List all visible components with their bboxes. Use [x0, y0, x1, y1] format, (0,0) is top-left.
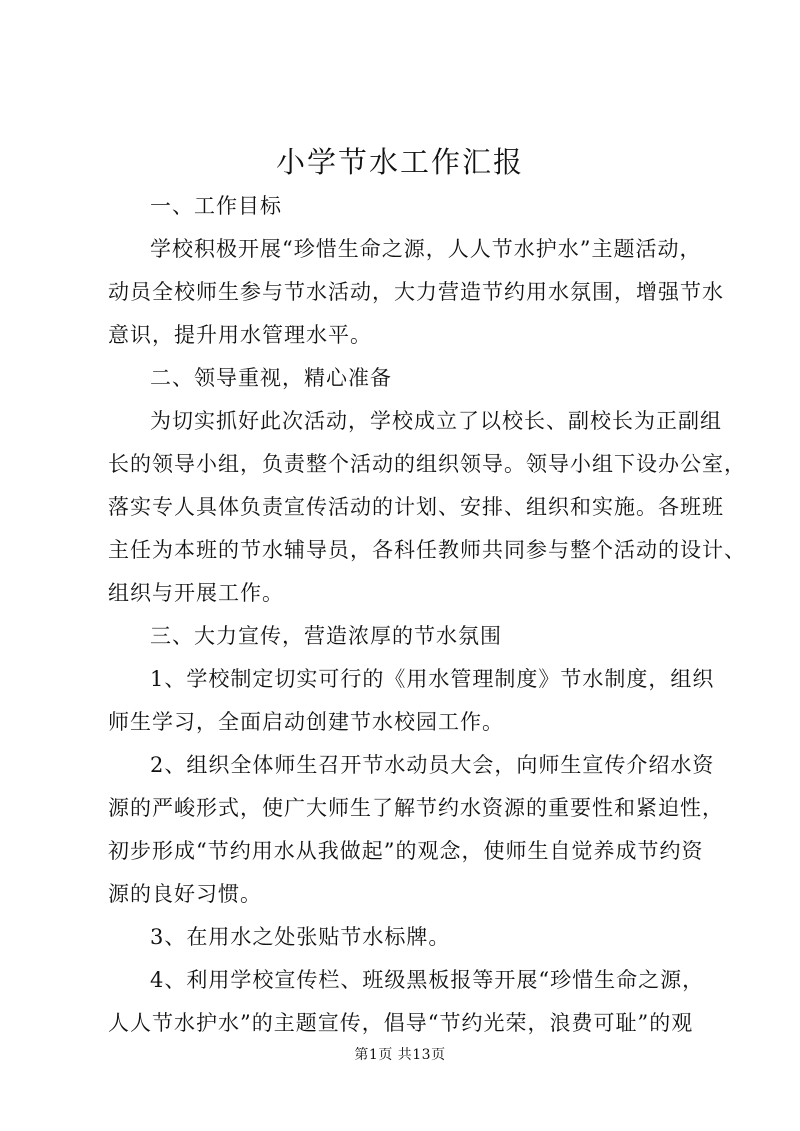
paragraph-line: 3、在用水之处张贴节水标牌。	[150, 925, 451, 949]
paragraph-line: 初步形成“节约用水从我做起”的观念，使师生自觉养成节约资	[108, 839, 704, 863]
paragraph-line: 源的良好习惯。	[108, 882, 262, 906]
paragraph-line: 学校积极开展“珍惜生命之源，人人节水护水”主题活动，	[150, 237, 702, 261]
section-heading-publicity: 三、大力宣传，营造浓厚的节水氛围	[150, 624, 502, 648]
paragraph-line: 动员全校师生参与节水活动，大力营造节约用水氛围，增强节水	[108, 280, 724, 304]
paragraph-line: 组织与开展工作。	[108, 581, 284, 605]
document-title: 小学节水工作汇报	[275, 145, 524, 179]
paragraph-line: 主任为本班的节水辅导员，各科任教师共同参与整个活动的设计、	[108, 538, 746, 562]
paragraph-line: 源的严峻形式，使广大师生了解节约水资源的重要性和紧迫性，	[108, 796, 724, 820]
document-body	[108, 185, 746, 1045]
paragraph-line: 人人节水护水”的主题宣传，倡导“节约光荣，浪费可耻”的观	[108, 1011, 694, 1035]
section-heading-leadership: 二、领导重视，精心准备	[150, 366, 392, 390]
paragraph-line: 意识，提升用水管理水平。	[108, 323, 372, 347]
page-number-footer: 第1页 共13页	[354, 1047, 446, 1063]
paragraph-line: 4、利用学校宣传栏、班级黑板报等开展“珍惜生命之源，	[150, 968, 705, 992]
paragraph-line: 长的领导小组，负责整个活动的组织领导。领导小组下设办公室，	[108, 452, 746, 476]
paragraph-line: 2、组织全体师生召开节水动员大会，向师生宣传介绍水资	[150, 753, 715, 777]
section-heading-goals: 一、工作目标	[150, 194, 282, 218]
paragraph-line: 落实专人具体负责宣传活动的计划、安排、组织和实施。各班班	[108, 495, 724, 519]
paragraph-line: 为切实抓好此次活动，学校成立了以校长、副校长为正副组	[150, 409, 722, 433]
paragraph-line: 师生学习，全面启动创建节水校园工作。	[108, 710, 504, 734]
paragraph-line: 1、学校制定切实可行的《用水管理制度》节水制度，组织	[150, 667, 715, 691]
